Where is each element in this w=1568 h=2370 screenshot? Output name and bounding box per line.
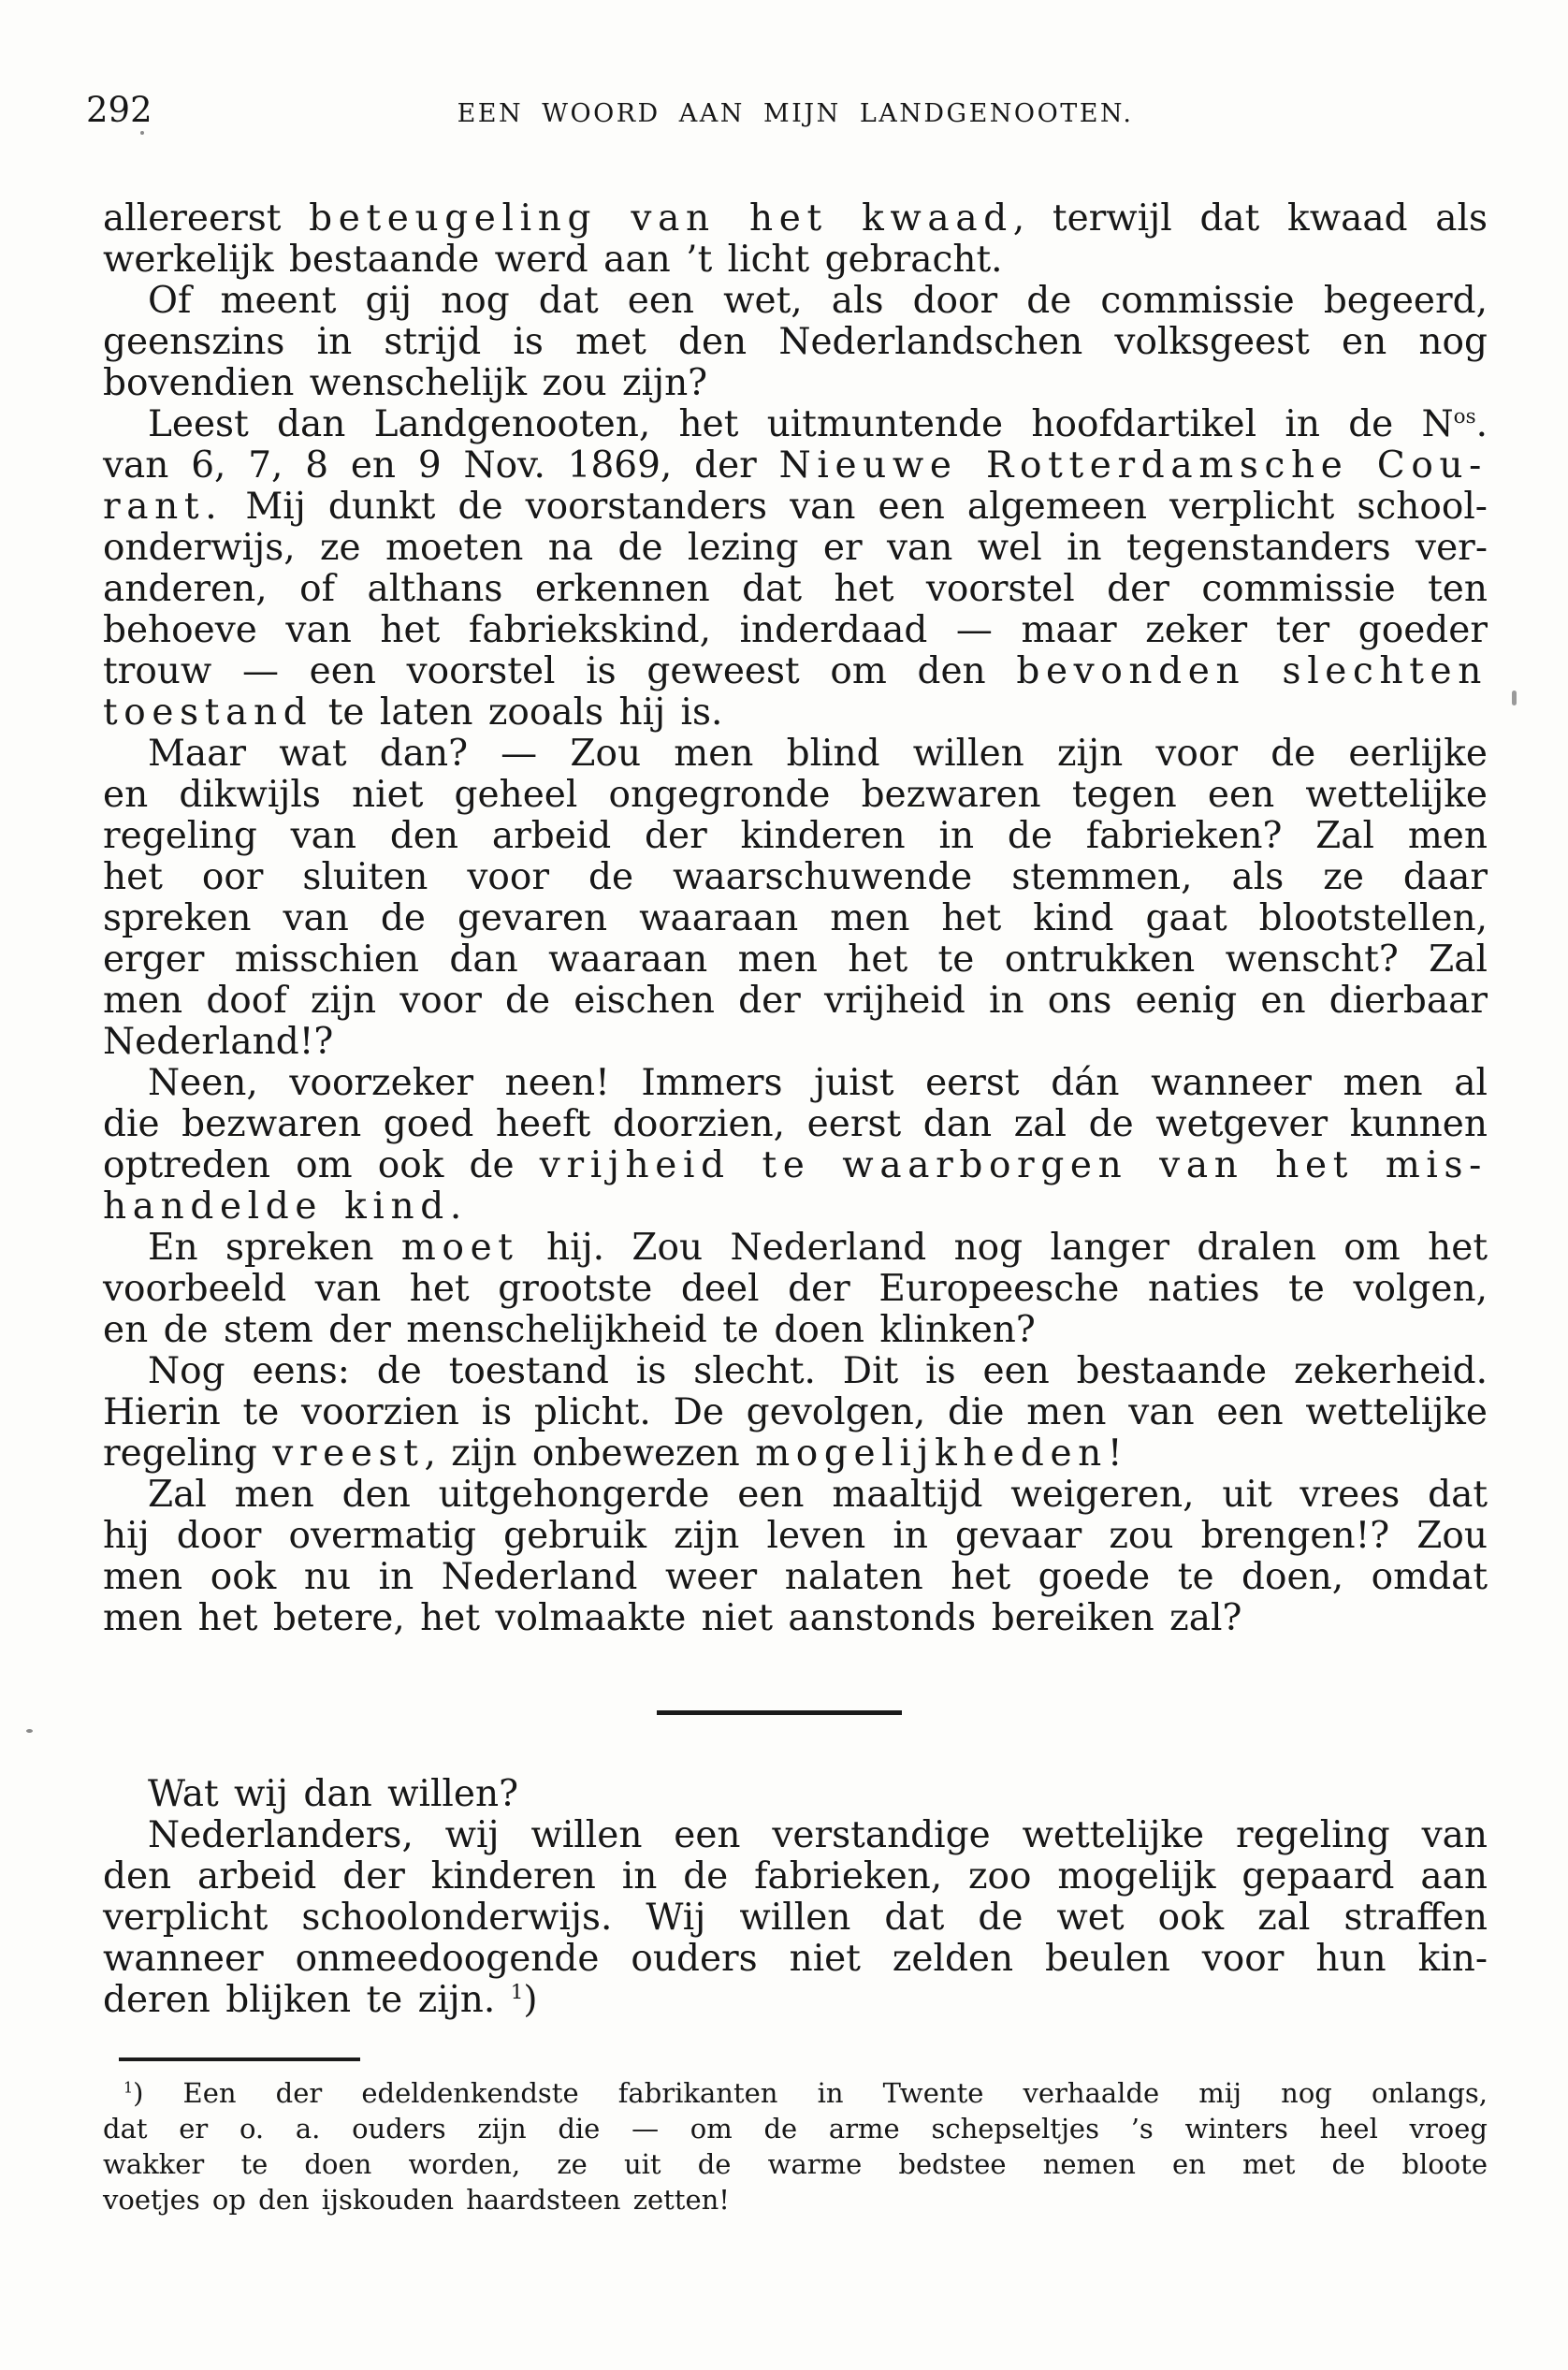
letterspaced-text: moet bbox=[400, 1227, 519, 1269]
text-line bbox=[103, 1557, 1488, 1598]
letterspaced-text: rant. bbox=[103, 486, 224, 528]
text-line bbox=[103, 1310, 1488, 1351]
letterspaced-text: beteugeling van het kwaad bbox=[309, 197, 1013, 240]
text-line bbox=[103, 981, 1488, 1022]
text-segment: van 6, 7, 8 en 9 Nov. 1869, der bbox=[103, 444, 779, 487]
scan-speck bbox=[140, 131, 144, 135]
text-line bbox=[103, 1598, 1488, 1639]
text-segment: Of meent gij nog dat een wet, als door de commissie begeerd, bbox=[148, 280, 1488, 322]
text-segment: onderwijs, ze moeten na de lezing er van wel in tegenstanders ver- bbox=[103, 527, 1488, 569]
text-segment: Zal men den uitgehongerde een maaltijd weigeren, uit vrees dat bbox=[148, 1474, 1488, 1516]
text-line bbox=[103, 1939, 1488, 1980]
text-line bbox=[103, 240, 1488, 281]
text-segment: het oor sluiten voor de waarschuwende stemmen, als ze daar bbox=[103, 856, 1488, 898]
text-line bbox=[103, 1063, 1488, 1104]
text-segment: Hierin te voorzien is plicht. De gevolgen, die men van een wettelijke bbox=[103, 1391, 1488, 1433]
text-line bbox=[103, 651, 1488, 692]
text-line bbox=[103, 569, 1488, 610]
text-segment: men ook nu in Nederland weer nalaten het goede te doen, omdat bbox=[103, 1556, 1488, 1598]
footnote-rule bbox=[119, 2057, 360, 2061]
text-segment: deren blijken te zijn. bbox=[103, 1979, 511, 2021]
text-segment: wanneer onmeedoogende ouders niet zelden beulen voor hun kin- bbox=[103, 1938, 1488, 1980]
text-segment: regeling bbox=[103, 1432, 273, 1475]
text-line bbox=[103, 1980, 1488, 2021]
text-line bbox=[103, 281, 1488, 322]
text-segment: wakker te doen worden, ze uit de warme bedstee nemen en met de bloote bbox=[103, 2148, 1488, 2180]
text-segment: allereerst bbox=[103, 197, 310, 240]
text-line bbox=[103, 1774, 1488, 1815]
text-segment: . bbox=[1475, 403, 1488, 445]
text-segment: men het betere, het volmaakte niet aanstonds bereiken zal? bbox=[103, 1597, 1242, 1639]
text-line bbox=[103, 1856, 1488, 1897]
superscript: 1 bbox=[510, 1981, 524, 2004]
letterspaced-text: Nieuwe Rotterdamsche Cou- bbox=[778, 444, 1488, 487]
letterspaced-text: mogelijkheden bbox=[755, 1432, 1108, 1475]
text-line bbox=[103, 857, 1488, 898]
letterspaced-text: vreest bbox=[272, 1432, 425, 1475]
text-segment: en dikwijls niet geheel ongegronde bezwaren tegen een wettelijke bbox=[103, 774, 1488, 816]
text-segment: optreden om ook de bbox=[103, 1144, 540, 1186]
text-segment: Neen, voorzeker neen! Immers juist eerst dán wanneer men al bbox=[148, 1062, 1488, 1104]
running-title: EEN WOORD AAN MIJN LANDGENOOTEN. bbox=[457, 99, 1134, 128]
text-segment: en de stem der menschelijkheid te doen klinken? bbox=[103, 1309, 1036, 1351]
text-line bbox=[103, 1022, 1488, 1063]
text-line bbox=[103, 898, 1488, 939]
text-line bbox=[103, 1145, 1488, 1186]
text-line bbox=[103, 1104, 1488, 1145]
text-line bbox=[103, 1897, 1488, 1939]
text-segment: verplicht schoolonderwijs. Wij willen dat de wet ook zal straffen bbox=[103, 1897, 1488, 1939]
text-segment: , zijn onbewezen bbox=[424, 1432, 756, 1475]
text-segment: erger misschien dan waaraan men het te ontrukken wenscht? Zal bbox=[103, 938, 1488, 981]
text-line bbox=[103, 2182, 1488, 2217]
text-line bbox=[103, 363, 1488, 404]
text-segment: die bezwaren goed heeft doorzien, eerst dan zal de wetgever kunnen bbox=[103, 1103, 1488, 1145]
text-segment: Mij dunkt de voorstanders van een algemeen verplicht school- bbox=[223, 486, 1488, 528]
text-segment: Nog eens: de toestand is slecht. Dit is een bestaande zekerheid. bbox=[148, 1350, 1488, 1392]
text-segment: Wat wij dan willen? bbox=[148, 1773, 519, 1815]
text-line bbox=[103, 734, 1488, 775]
text-segment: voorbeeld van het grootste deel der Europeesche naties te volgen, bbox=[103, 1268, 1488, 1310]
text-segment: anderen, of althans erkennen dat het voorstel der commissie ten bbox=[103, 568, 1488, 610]
text-line bbox=[103, 1228, 1488, 1269]
text-line bbox=[103, 1433, 1488, 1475]
text-segment: voetjes op den ijskouden haardsteen zetten! bbox=[103, 2184, 730, 2216]
text-segment: ) Een der edeldenkendste fabrikanten in Twente verhaalde mij nog onlangs, bbox=[133, 2077, 1488, 2109]
footnote-text bbox=[103, 2075, 1488, 2217]
scan-speck bbox=[1512, 691, 1517, 705]
text-line bbox=[103, 1516, 1488, 1557]
text-line bbox=[103, 1351, 1488, 1392]
scan-speck bbox=[26, 1729, 33, 1733]
text-segment: regeling van den arbeid der kinderen in de fabrieken? Zal men bbox=[103, 815, 1488, 857]
text-segment: spreken van de gevaren waaraan men het kind gaat blootstellen, bbox=[103, 897, 1488, 939]
text-line bbox=[103, 528, 1488, 569]
text-line bbox=[103, 198, 1488, 240]
text-segment: Maar wat dan? — Zou men blind willen zijn voor de eerlijke bbox=[148, 733, 1488, 775]
superscript: 1 bbox=[123, 2078, 134, 2097]
text-segment: dat er o. a. ouders zijn die — om de arme schepseltjes ’s winters heel vroeg bbox=[103, 2113, 1488, 2145]
text-line bbox=[103, 692, 1488, 734]
text-line bbox=[103, 445, 1488, 487]
text-line bbox=[103, 2146, 1488, 2182]
text-line bbox=[103, 404, 1488, 445]
text-segment: bovendien wenschelijk zou zijn? bbox=[103, 362, 708, 404]
text-line bbox=[103, 322, 1488, 363]
text-line bbox=[103, 1392, 1488, 1433]
letterspaced-text: vrijheid te waarborgen van het mis- bbox=[539, 1144, 1488, 1186]
text-segment: Nederlanders, wij willen een verstandige wettelijke regeling van bbox=[148, 1814, 1488, 1856]
body-text bbox=[103, 198, 1488, 1639]
text-line bbox=[103, 610, 1488, 651]
text-segment: behoeve van het fabriekskind, inderdaad — maar zeker ter goeder bbox=[103, 609, 1488, 651]
text-segment: den arbeid der kinderen in de fabrieken, zoo mogelijk gepaard aan bbox=[103, 1855, 1488, 1897]
text-segment: ) bbox=[523, 1979, 538, 2021]
text-line bbox=[103, 1475, 1488, 1516]
text-line bbox=[103, 2111, 1488, 2146]
superscript: os bbox=[1453, 405, 1476, 429]
text-segment: men doof zijn voor de eischen der vrijheid in ons eenig en dierbaar bbox=[103, 980, 1488, 1022]
text-line bbox=[103, 487, 1488, 528]
text-line bbox=[103, 1815, 1488, 1856]
text-segment: Nederland!? bbox=[103, 1021, 334, 1063]
text-segment: Leest dan Landgenooten, het uitmuntende hoofdartikel in de N bbox=[148, 403, 1454, 445]
text-segment: ! bbox=[1107, 1432, 1123, 1475]
letterspaced-text: bevonden slechten bbox=[1016, 650, 1488, 692]
text-line bbox=[103, 816, 1488, 857]
text-line bbox=[103, 1186, 1488, 1228]
text-line bbox=[103, 775, 1488, 816]
text-line bbox=[103, 1269, 1488, 1310]
text-line bbox=[103, 2075, 1488, 2111]
text-segment: trouw — een voorstel is geweest om den bbox=[103, 650, 1017, 692]
text-segment: hij. Zou Nederland nog langer dralen om het bbox=[518, 1227, 1488, 1269]
text-segment: , terwijl dat kwaad als bbox=[1012, 197, 1488, 240]
letterspaced-text: toestand bbox=[103, 691, 313, 734]
text-segment: geenszins in strijd is met den Nederlandschen volksgeest en nog bbox=[103, 321, 1488, 363]
text-line bbox=[103, 939, 1488, 981]
letterspaced-text: handelde kind. bbox=[103, 1185, 468, 1228]
text-segment: En spreken bbox=[148, 1227, 401, 1269]
page-number: 292 bbox=[86, 90, 152, 130]
closing-text bbox=[103, 1774, 1488, 2021]
text-segment: te laten zooals hij is. bbox=[312, 691, 723, 734]
text-segment: hij door overmatig gebruik zijn leven in gevaar zou brengen!? Zou bbox=[103, 1515, 1488, 1557]
section-divider-rule bbox=[657, 1710, 902, 1715]
text-segment: werkelijk bestaande werd aan ’t licht gebracht. bbox=[103, 239, 1003, 281]
